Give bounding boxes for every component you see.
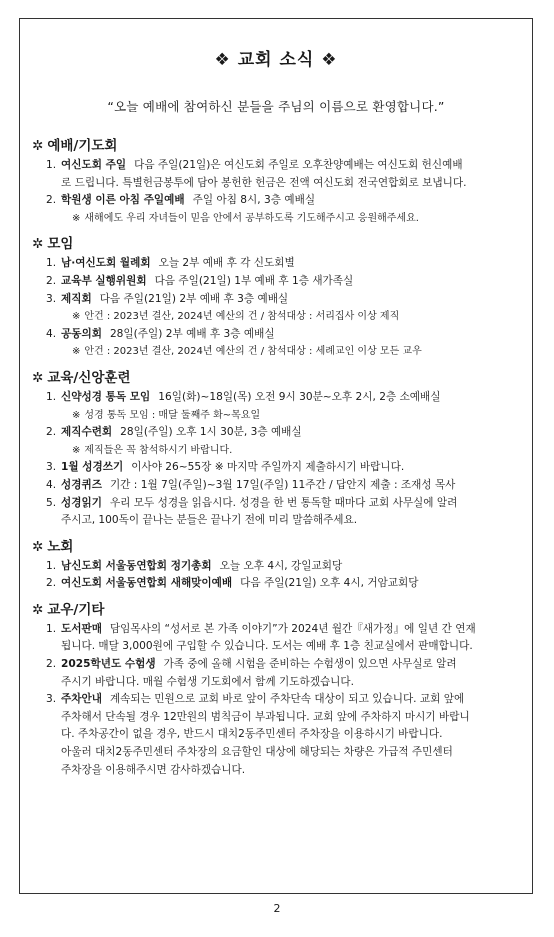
item-line: 됩니다. 매달 3,000원에 구입할 수 있습니다. 도서는 예배 후 1층 친교실에서 판매합니다. (61, 640, 473, 653)
section-heading-text: 노회 (47, 538, 74, 555)
page-number: 2 (273, 902, 281, 915)
section-heading-text: 모임 (47, 236, 74, 253)
item-note (32, 442, 522, 460)
item-title: 학원생 이른 아침 주일예배 (61, 194, 185, 207)
note-text: 안건 : 2023년 결산, 2024년 예산의 건 / 참석대상 : 서리집사 이상 제직 (84, 311, 400, 323)
item-title: 성경퀴즈 (61, 478, 102, 491)
list-item (32, 459, 522, 477)
section-heading-text: 교우/기타 (47, 601, 105, 618)
item-title: 신약성경 통독 모임 (61, 390, 151, 403)
item-number: 4. (46, 478, 57, 491)
item-title: 제직수련회 (61, 426, 113, 439)
reference-mark-icon: ※ (72, 409, 81, 421)
item-title: 교육부 실행위원회 (61, 274, 147, 287)
item-line: 오늘 오후 4시, 강일교회당 (219, 559, 343, 572)
item-line: 이사야 26~55장 ※ 마지막 주일까지 제출하시기 바랍니다. (131, 461, 405, 474)
reference-mark-icon: ※ (72, 311, 81, 323)
reference-mark-icon: ※ (72, 444, 81, 456)
news-section (32, 600, 522, 779)
list-item (32, 389, 522, 407)
item-number: 3. (46, 461, 57, 474)
item-title: 2025학년도 수험생 (61, 658, 156, 671)
item-line: 로 드립니다. 특별헌금봉투에 담아 봉헌한 헌금은 전액 여신도회 전국연합회로 보냅니다. (61, 176, 467, 189)
news-content (32, 136, 522, 786)
reference-mark-icon: ※ (72, 346, 81, 358)
item-line: 오늘 2부 예배 후 각 신도회별 (158, 257, 295, 270)
item-line: 28일(주일) 2부 예배 후 3층 예배실 (109, 327, 275, 340)
item-number: 2. (46, 577, 57, 590)
news-section (32, 136, 522, 227)
list-item (32, 157, 522, 192)
item-number: 3. (46, 693, 57, 706)
item-number: 4. (46, 327, 57, 340)
item-line: 담임목사의 “성서로 본 가족 이야기”가 2024년 월간『새가정』에 일년 간 연재 (109, 622, 476, 635)
list-item (32, 621, 522, 656)
list-item (32, 691, 522, 779)
section-heading-text: 예배/기도회 (47, 138, 118, 154)
item-title: 남신도회 서울동연합회 정기총회 (61, 559, 212, 572)
item-line: 우리 모두 성경을 읽읍시다. 성경을 한 번 통독할 때마다 교회 사무실에 알려 (109, 496, 458, 509)
list-item (32, 255, 522, 273)
item-number: 2. (46, 658, 57, 671)
item-line: 주시고, 100독이 끝나는 분들은 끝나기 전에 미리 말씀해주세요. (61, 514, 358, 527)
item-note (32, 308, 522, 326)
list-item (32, 575, 522, 593)
item-number: 2. (46, 194, 57, 207)
item-line: 가족 중에 올해 시험을 준비하는 수험생이 있으면 사무실로 알려 (163, 658, 457, 671)
asterisk-star-icon: ✲ (32, 538, 44, 555)
note-text: 새해에도 우리 자녀들이 믿음 안에서 공부하도록 기도해주시고 응원해주세요. (84, 212, 419, 224)
section-heading-text: 교육/신앙훈련 (47, 369, 131, 386)
list-item (32, 477, 522, 495)
item-title: 제직회 (61, 292, 92, 305)
item-title: 1월 성경쓰기 (61, 461, 124, 474)
item-line: 계속되는 민원으로 교회 바로 앞이 주차단속 대상이 되고 있습니다. 교회 앞에 (109, 693, 465, 706)
item-line: 다음 주일(21일)은 여신도회 주일로 오후찬양예배는 여신도회 헌신예배 (134, 159, 463, 171)
reference-mark-icon: ※ (72, 212, 81, 224)
list-item (32, 558, 522, 576)
item-title: 남·여신도회 월례회 (61, 257, 151, 270)
asterisk-star-icon: ✲ (32, 601, 44, 618)
note-text: 안건 : 2023년 결산, 2024년 예산의 건 / 참석대상 : 세례교인 이상 모든 교우 (84, 346, 422, 358)
item-line: 주차해서 단속될 경우 12만원의 범칙금이 부과됩니다. 교회 앞에 주차하지 마시기 바랍니 (61, 710, 470, 723)
asterisk-star-icon: ✲ (32, 236, 44, 253)
list-item (32, 291, 522, 309)
bulletin-frame (19, 18, 533, 894)
list-item (32, 273, 522, 291)
item-number: 1. (46, 390, 57, 403)
section-heading (32, 136, 522, 157)
item-number: 1. (46, 257, 57, 270)
news-section (32, 234, 522, 361)
list-item (32, 424, 522, 442)
list-item (32, 192, 522, 210)
list-item (32, 495, 522, 530)
item-line: 28일(주일) 오후 1시 30분, 3층 예배실 (120, 426, 302, 439)
item-title: 성경읽기 (61, 496, 102, 509)
welcome-message: “오늘 예배에 참여하신 분들을 주님의 이름으로 환영합니다.” (107, 99, 445, 114)
item-number: 2. (46, 274, 57, 287)
item-note (32, 407, 522, 425)
item-line: 주시기 바랍니다. 매월 수험생 기도회에서 함께 기도하겠습니다. (61, 675, 355, 688)
item-line: 16일(화)~18일(목) 오전 9시 30분~오후 2시, 2층 소예배실 (158, 390, 441, 403)
news-section (32, 368, 522, 530)
item-line: 다음 주일(21일) 1부 예배 후 1층 새가족실 (154, 274, 354, 287)
item-title: 주차안내 (61, 693, 102, 706)
item-note (32, 343, 522, 361)
item-line: 기간 : 1월 7일(주일)~3월 17일(주일) 11주간 / 답안지 제출 : 조재성 목사 (109, 478, 456, 491)
item-line: 아울러 대치2동주민센터 주차장의 요금할인 대상에 해당되는 차량은 가급적 주민센터 (61, 746, 453, 759)
note-text: 성경 통독 모임 : 매달 둘째주 화~목요일 (84, 409, 261, 421)
item-number: 2. (46, 426, 57, 439)
note-text: 제직들은 꼭 참석하시기 바랍니다. (84, 444, 233, 456)
section-heading (32, 600, 522, 621)
item-number: 5. (46, 496, 57, 509)
page-title: ❖ 교회 소식 ❖ (214, 50, 338, 70)
item-number: 1. (46, 622, 57, 635)
item-number: 1. (46, 559, 57, 572)
item-number: 1. (46, 159, 57, 171)
news-section (32, 537, 522, 593)
item-note (32, 210, 522, 228)
item-line: 다. 주차공간이 없을 경우, 반드시 대치2동주민센터 주차장을 이용하시기 바랍니다. (61, 728, 443, 741)
list-item (32, 326, 522, 344)
item-title: 공동의회 (61, 327, 102, 340)
item-line: 주일 아침 8시, 3층 예배실 (192, 194, 316, 207)
section-heading (32, 537, 522, 558)
section-heading (32, 234, 522, 255)
item-line: 주차장을 이용해주시면 감사하겠습니다. (61, 763, 246, 776)
item-title: 여신도회 주일 (61, 159, 127, 171)
list-item (32, 656, 522, 691)
item-line: 다음 주일(21일) 2부 예배 후 3층 예배실 (99, 292, 289, 305)
section-heading (32, 368, 522, 389)
asterisk-star-icon: ✲ (32, 369, 44, 386)
item-number: 3. (46, 292, 57, 305)
item-title: 여신도회 서울동연합회 새해맞이예배 (61, 577, 233, 590)
item-line: 다음 주일(21일) 오후 4시, 거암교회당 (240, 577, 419, 590)
asterisk-star-icon: ✲ (32, 138, 44, 154)
item-title: 도서판매 (61, 622, 102, 635)
